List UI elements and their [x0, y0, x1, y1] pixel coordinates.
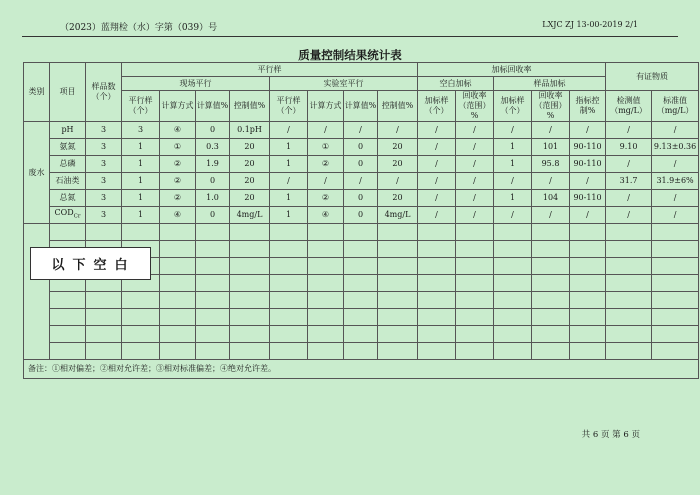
- cell-lp-l: 20: [378, 156, 418, 173]
- item-name: 石油类: [55, 176, 80, 185]
- empty-cell: [86, 224, 122, 241]
- empty-cell: [160, 309, 196, 326]
- empty-cell: [270, 326, 308, 343]
- empty-cell: [50, 343, 86, 360]
- header-lp-limit: 控制值%: [378, 91, 418, 122]
- empty-cell: [494, 309, 532, 326]
- cell-n: 3: [86, 190, 122, 207]
- empty-cell: [230, 343, 270, 360]
- empty-cell: [418, 309, 456, 326]
- empty-cell: [308, 309, 344, 326]
- cell-lp-v: 0: [344, 156, 378, 173]
- cell-ref-m: /: [606, 156, 652, 173]
- empty-cell: [308, 241, 344, 258]
- empty-cell: [270, 343, 308, 360]
- cell-ss-r: 95.8: [532, 156, 570, 173]
- empty-cell: [86, 326, 122, 343]
- empty-cell: [606, 241, 652, 258]
- cell-ref-s: /: [652, 207, 699, 224]
- cell-n: 3: [86, 207, 122, 224]
- item-cell: [50, 173, 86, 190]
- empty-cell: [308, 275, 344, 292]
- empty-cell: [570, 309, 606, 326]
- header-ss-range: 回收率（范围）%: [532, 91, 570, 122]
- empty-cell: [344, 224, 378, 241]
- empty-cell: [532, 258, 570, 275]
- empty-cell: [606, 275, 652, 292]
- empty-cell: [344, 309, 378, 326]
- cell-fp-v: 0: [196, 122, 230, 139]
- cell-n: 3: [86, 173, 122, 190]
- cell-bs-n: /: [418, 207, 456, 224]
- cell-lp-n: 1: [270, 207, 308, 224]
- empty-row: [24, 326, 699, 343]
- cell-bs-r: /: [456, 173, 494, 190]
- empty-cell: [456, 343, 494, 360]
- item-cell: [50, 207, 86, 224]
- empty-cell: [196, 224, 230, 241]
- cell-ss-n: /: [494, 173, 532, 190]
- empty-cell: [230, 326, 270, 343]
- empty-cell: [456, 309, 494, 326]
- empty-cell: [532, 292, 570, 309]
- empty-cell: [122, 326, 160, 343]
- header-item: 项目: [50, 63, 86, 122]
- cell-lp-l: 4mg/L: [378, 207, 418, 224]
- cell-lp-v: 0: [344, 190, 378, 207]
- empty-cell: [418, 343, 456, 360]
- table-row: [24, 156, 699, 173]
- header-ss-limit: 指标控制%: [570, 91, 606, 122]
- empty-cell: [652, 292, 699, 309]
- empty-cell: [344, 326, 378, 343]
- empty-cell: [270, 258, 308, 275]
- empty-cell: [160, 224, 196, 241]
- cell-ss-r: /: [532, 122, 570, 139]
- cell-lp-n: /: [270, 173, 308, 190]
- empty-cell: [196, 309, 230, 326]
- document-number: （2023）蓝翔检（水）字第（039）号: [60, 23, 218, 33]
- cell-ss-l: 90-110: [570, 190, 606, 207]
- empty-cell: [270, 275, 308, 292]
- cell-ss-n: 1: [494, 139, 532, 156]
- cell-ss-r: /: [532, 207, 570, 224]
- cell-lp-l: 20: [378, 139, 418, 156]
- table-note: 备注：①相对偏差；②相对允许差；③相对标准偏差；④绝对允许差。: [24, 360, 699, 379]
- empty-cell: [308, 326, 344, 343]
- cell-ref-s: /: [652, 156, 699, 173]
- empty-cell: [570, 275, 606, 292]
- cell-lp-m: ④: [308, 207, 344, 224]
- header-lab-parallel: 实验室平行: [270, 77, 418, 91]
- cell-lp-m: /: [308, 173, 344, 190]
- header-ref-measured: 检测值（mg/L）: [606, 91, 652, 122]
- empty-cell: [606, 224, 652, 241]
- cell-ref-m: 9.10: [606, 139, 652, 156]
- cell-fp-m: ②: [160, 173, 196, 190]
- empty-cell: [196, 326, 230, 343]
- header-fp-method: 计算方式: [160, 91, 196, 122]
- item-name: COD: [54, 208, 74, 218]
- cell-fp-m: ②: [160, 190, 196, 207]
- cell-lp-l: /: [378, 173, 418, 190]
- empty-cell: [570, 224, 606, 241]
- cell-lp-m: ②: [308, 156, 344, 173]
- cell-lp-l: 20: [378, 190, 418, 207]
- empty-row: [24, 309, 699, 326]
- item-subscript: Cr: [73, 213, 81, 220]
- empty-cell: [652, 326, 699, 343]
- empty-cell: [570, 258, 606, 275]
- empty-cell: [570, 241, 606, 258]
- cell-fp-m: ①: [160, 139, 196, 156]
- category-cell: 废水: [24, 122, 50, 224]
- cell-fp-n: 1: [122, 207, 160, 224]
- cell-ss-n: 1: [494, 156, 532, 173]
- empty-category-cell: [24, 224, 50, 360]
- header-sample-spike: 样品加标: [494, 77, 606, 91]
- empty-cell: [494, 224, 532, 241]
- empty-cell: [270, 241, 308, 258]
- empty-cell: [308, 224, 344, 241]
- item-name: 总氮: [59, 193, 76, 202]
- empty-cell: [378, 258, 418, 275]
- empty-cell: [378, 343, 418, 360]
- item-cell: [50, 190, 86, 207]
- empty-cell: [652, 224, 699, 241]
- empty-cell: [494, 275, 532, 292]
- cell-bs-r: /: [456, 139, 494, 156]
- empty-cell: [378, 326, 418, 343]
- empty-cell: [270, 309, 308, 326]
- empty-cell: [378, 292, 418, 309]
- empty-cell: [532, 241, 570, 258]
- empty-cell: [86, 343, 122, 360]
- empty-cell: [606, 343, 652, 360]
- page-title: 质量控制结果统计表: [298, 48, 402, 62]
- cell-fp-v: 0: [196, 173, 230, 190]
- cell-ss-l: 90-110: [570, 156, 606, 173]
- empty-cell: [606, 292, 652, 309]
- empty-cell: [160, 241, 196, 258]
- cell-lp-m: ①: [308, 139, 344, 156]
- header-spike-recovery: 加标回收率: [418, 63, 606, 77]
- empty-cell: [378, 241, 418, 258]
- empty-cell: [86, 309, 122, 326]
- empty-cell: [344, 258, 378, 275]
- cell-lp-n: 1: [270, 156, 308, 173]
- empty-cell: [532, 326, 570, 343]
- empty-cell: [418, 326, 456, 343]
- cell-ss-n: 1: [494, 190, 532, 207]
- empty-cell: [86, 292, 122, 309]
- empty-cell: [456, 292, 494, 309]
- empty-cell: [230, 309, 270, 326]
- item-name: 总磷: [59, 159, 76, 168]
- document-code: LXJC ZJ 13-00-2019 2/1: [542, 20, 638, 29]
- empty-cell: [494, 326, 532, 343]
- empty-cell: [378, 224, 418, 241]
- empty-cell: [344, 343, 378, 360]
- cell-bs-r: /: [456, 122, 494, 139]
- item-cell: [50, 139, 86, 156]
- empty-cell: [344, 275, 378, 292]
- cell-fp-l: 20: [230, 173, 270, 190]
- header-ss-samples: 加标样（个）: [494, 91, 532, 122]
- table-row: [24, 190, 699, 207]
- empty-cell: [378, 309, 418, 326]
- empty-cell: [160, 326, 196, 343]
- cell-fp-m: ②: [160, 156, 196, 173]
- empty-cell: [570, 292, 606, 309]
- cell-lp-v: /: [344, 173, 378, 190]
- empty-cell: [418, 224, 456, 241]
- empty-cell: [570, 343, 606, 360]
- empty-cell: [196, 258, 230, 275]
- header-lp-method: 计算方式: [308, 91, 344, 122]
- empty-cell: [532, 309, 570, 326]
- header-blank-spike: 空白加标: [418, 77, 494, 91]
- empty-cell: [308, 258, 344, 275]
- cell-n: 3: [86, 156, 122, 173]
- cell-fp-m: ④: [160, 207, 196, 224]
- empty-cell: [606, 326, 652, 343]
- empty-cell: [652, 241, 699, 258]
- empty-cell: [344, 292, 378, 309]
- cell-ss-n: /: [494, 122, 532, 139]
- cell-lp-n: 1: [270, 139, 308, 156]
- cell-ss-r: 101: [532, 139, 570, 156]
- header-category: 类别: [24, 63, 50, 122]
- empty-cell: [270, 224, 308, 241]
- cell-fp-n: 1: [122, 173, 160, 190]
- cell-ss-l: /: [570, 173, 606, 190]
- cell-bs-n: /: [418, 156, 456, 173]
- cell-fp-l: 20: [230, 139, 270, 156]
- empty-cell: [532, 343, 570, 360]
- empty-cell: [418, 292, 456, 309]
- empty-cell: [456, 224, 494, 241]
- cell-ref-s: /: [652, 190, 699, 207]
- header-fp-samples: 平行样（个）: [122, 91, 160, 122]
- cell-fp-m: ④: [160, 122, 196, 139]
- cell-ss-l: 90-110: [570, 139, 606, 156]
- cell-fp-v: 0.3: [196, 139, 230, 156]
- empty-cell: [652, 343, 699, 360]
- empty-cell: [230, 241, 270, 258]
- empty-cell: [606, 309, 652, 326]
- cell-bs-r: /: [456, 207, 494, 224]
- cell-fp-n: 3: [122, 122, 160, 139]
- qc-table: [23, 62, 699, 379]
- header-fp-value: 计算值%: [196, 91, 230, 122]
- empty-cell: [50, 326, 86, 343]
- empty-cell: [344, 241, 378, 258]
- cell-lp-l: /: [378, 122, 418, 139]
- empty-cell: [160, 275, 196, 292]
- empty-cell: [532, 224, 570, 241]
- cell-bs-n: /: [418, 122, 456, 139]
- cell-ref-s: 9.13±0.36: [652, 139, 699, 156]
- empty-cell: [122, 292, 160, 309]
- empty-cell: [196, 292, 230, 309]
- cell-lp-m: /: [308, 122, 344, 139]
- cell-fp-n: 1: [122, 139, 160, 156]
- cell-bs-r: /: [456, 190, 494, 207]
- empty-cell: [230, 292, 270, 309]
- empty-cell: [606, 258, 652, 275]
- empty-cell: [122, 343, 160, 360]
- cell-fp-v: 0: [196, 207, 230, 224]
- cell-fp-l: 0.1pH: [230, 122, 270, 139]
- empty-cell: [418, 275, 456, 292]
- header-ref-standard: 标准值（mg/L）: [652, 91, 699, 122]
- table-row: [24, 173, 699, 190]
- cell-lp-v: 0: [344, 207, 378, 224]
- cell-fp-v: 1.9: [196, 156, 230, 173]
- header-lp-value: 计算值%: [344, 91, 378, 122]
- cell-fp-l: 20: [230, 190, 270, 207]
- header-reference: 有证物质: [606, 63, 699, 91]
- cell-fp-l: 4mg/L: [230, 207, 270, 224]
- empty-cell: [196, 241, 230, 258]
- empty-cell: [494, 241, 532, 258]
- empty-cell: [50, 224, 86, 241]
- item-name: pH: [61, 125, 74, 134]
- item-name: 氨氮: [59, 142, 76, 151]
- empty-row: [24, 292, 699, 309]
- empty-cell: [652, 309, 699, 326]
- empty-cell: [230, 224, 270, 241]
- cell-n: 3: [86, 139, 122, 156]
- header-bs-samples: 加标样（个）: [418, 91, 456, 122]
- empty-cell: [456, 241, 494, 258]
- empty-cell: [418, 258, 456, 275]
- empty-cell: [122, 224, 160, 241]
- empty-cell: [532, 275, 570, 292]
- empty-cell: [456, 275, 494, 292]
- cell-lp-m: ②: [308, 190, 344, 207]
- empty-cell: [494, 258, 532, 275]
- empty-cell: [196, 343, 230, 360]
- table-row: [24, 139, 699, 156]
- empty-cell: [494, 292, 532, 309]
- empty-cell: [308, 343, 344, 360]
- table-row: [24, 207, 699, 224]
- cell-lp-n: /: [270, 122, 308, 139]
- blank-below-stamp: 以下空白: [30, 247, 151, 280]
- header-sample-count: 样品数（个）: [86, 63, 122, 122]
- empty-row: [24, 343, 699, 360]
- empty-cell: [308, 292, 344, 309]
- empty-cell: [270, 292, 308, 309]
- table-row: [24, 122, 699, 139]
- empty-cell: [160, 343, 196, 360]
- cell-ss-l: /: [570, 122, 606, 139]
- cell-ref-m: /: [606, 190, 652, 207]
- empty-row: [24, 224, 699, 241]
- empty-cell: [456, 258, 494, 275]
- cell-ref-s: /: [652, 122, 699, 139]
- cell-ss-l: /: [570, 207, 606, 224]
- cell-fp-n: 1: [122, 156, 160, 173]
- header-lp-samples: 平行样（个）: [270, 91, 308, 122]
- empty-cell: [652, 275, 699, 292]
- cell-n: 3: [86, 122, 122, 139]
- cell-ss-r: 104: [532, 190, 570, 207]
- empty-cell: [196, 275, 230, 292]
- empty-cell: [122, 309, 160, 326]
- empty-cell: [652, 258, 699, 275]
- cell-ref-m: 31.7: [606, 173, 652, 190]
- cell-ss-n: /: [494, 207, 532, 224]
- item-cell: [50, 156, 86, 173]
- empty-cell: [160, 292, 196, 309]
- cell-bs-n: /: [418, 139, 456, 156]
- cell-ref-m: /: [606, 122, 652, 139]
- cell-fp-v: 1.0: [196, 190, 230, 207]
- empty-cell: [160, 258, 196, 275]
- cell-lp-v: /: [344, 122, 378, 139]
- empty-cell: [570, 326, 606, 343]
- page-counter: 共 6 页 第 6 页: [581, 430, 640, 440]
- empty-cell: [230, 258, 270, 275]
- cell-lp-v: 0: [344, 139, 378, 156]
- cell-lp-n: 1: [270, 190, 308, 207]
- item-cell: [50, 122, 86, 139]
- cell-bs-n: /: [418, 190, 456, 207]
- empty-cell: [378, 275, 418, 292]
- header-bs-range: 回收率（范围）%: [456, 91, 494, 122]
- cell-ref-s: 31.9±6%: [652, 173, 699, 190]
- empty-cell: [230, 275, 270, 292]
- cell-bs-r: /: [456, 156, 494, 173]
- empty-cell: [50, 309, 86, 326]
- cell-bs-n: /: [418, 173, 456, 190]
- empty-cell: [456, 326, 494, 343]
- empty-cell: [50, 292, 86, 309]
- header-divider: [22, 36, 678, 37]
- header-field-parallel: 现场平行: [122, 77, 270, 91]
- cell-ref-m: /: [606, 207, 652, 224]
- header-fp-limit: 控制值%: [230, 91, 270, 122]
- empty-cell: [418, 241, 456, 258]
- empty-cell: [494, 343, 532, 360]
- cell-fp-l: 20: [230, 156, 270, 173]
- header-parallel: 平行样: [122, 63, 418, 77]
- cell-fp-n: 1: [122, 190, 160, 207]
- cell-ss-r: /: [532, 173, 570, 190]
